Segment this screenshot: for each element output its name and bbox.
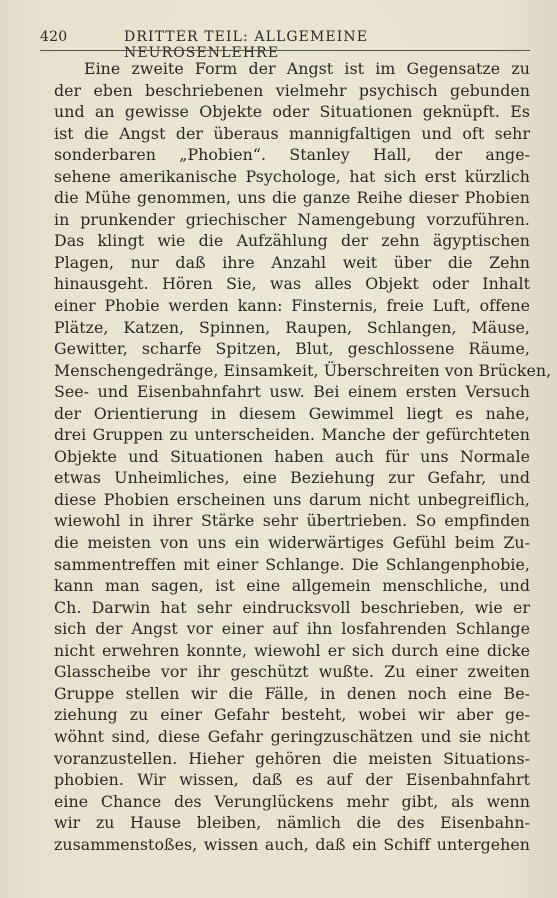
- page-header: [40, 29, 528, 61]
- text-line: Objekte und Situationen haben auch für uns Normale: [54, 446, 530, 466]
- body-text: [54, 58, 552, 855]
- running-head: DRITTER TEIL: ALLGEMEINE NEUROSENLEHRE: [124, 29, 369, 61]
- text-line: Gruppe stellen wir die Fälle, in denen noch eine Be-: [54, 683, 530, 703]
- text-line: phobien. Wir wissen, daß es auf der Eisenbahnfahrt: [54, 770, 530, 790]
- text-line: Gewitter, scharfe Spitzen, Blut, geschlossene Räume,: [54, 339, 530, 359]
- text-line: drei Gruppen zu unterscheiden. Manche der gefürchteten: [54, 425, 530, 445]
- text-line: Ch. Darwin hat sehr eindrucksvoll beschrieben, wie er: [54, 597, 530, 617]
- text-line: Plagen, nur daß ihre Anzahl weit über die Zehn: [54, 252, 530, 272]
- text-line: zusammenstoßes, wissen auch, daß ein Schiff untergehen: [54, 834, 530, 854]
- text-line: ziehung zu einer Gefahr besteht, wobei wir aber ge-: [54, 705, 530, 725]
- text-line: Glasscheibe vor ihr geschützt wußte. Zu einer zweiten: [54, 662, 530, 682]
- text-line: etwas Unheimliches, eine Beziehung zur Gefahr, und: [54, 468, 530, 488]
- text-line: die Mühe genommen, uns die ganze Reihe dieser Phobien: [54, 188, 530, 208]
- text-line: sonderbaren „Phobien“. Stanley Hall, der ange-: [54, 145, 530, 165]
- text-line: Eine zweite Form der Angst ist im Gegensatze zu: [84, 59, 530, 78]
- text-line: die meisten von uns ein widerwärtiges Gefühl beim Zu-: [54, 533, 530, 553]
- header-rule: [40, 50, 530, 51]
- text-line: hinausgeht. Hören Sie, was alles Objekt oder Inhalt: [54, 274, 530, 294]
- text-line: Menschengedränge, Einsamkeit, Überschreiten von Brücken,: [54, 360, 552, 380]
- text-line: einer Phobie werden kann: Finsternis, freie Luft, offene: [54, 296, 530, 316]
- text-line: wiewohl in ihrer Stärke sehr übertrieben. So empfinden: [54, 511, 530, 531]
- text-line: voranzustellen. Hieher gehören die meisten Situations-: [54, 748, 530, 768]
- text-line: eine Chance des Verunglückens mehr gibt, als wenn: [54, 791, 530, 811]
- text-line: See- und Eisenbahnfahrt usw. Bei einem ersten Versuch: [54, 382, 530, 402]
- text-line: Plätze, Katzen, Spinnen, Raupen, Schlangen, Mäuse,: [54, 317, 530, 337]
- text-line: sammentreffen mit einer Schlange. Die Schlangenphobie,: [54, 554, 530, 574]
- text-line: diese Phobien erscheinen uns darum nicht unbegreiflich,: [54, 489, 530, 509]
- text-line: wir zu Hause bleiben, nämlich die des Eisenbahn-: [54, 813, 530, 833]
- text-line: der Orientierung in diesem Gewimmel liegt es nahe,: [54, 403, 530, 423]
- text-line: der eben beschriebenen vielmehr psychisch gebunden: [54, 80, 530, 100]
- text-line: wöhnt sind, diese Gefahr geringzuschätzen und sie nicht: [54, 726, 530, 746]
- text-line: kann man sagen, ist eine allgemein menschliche, und: [54, 576, 530, 596]
- text-line: Das klingt wie die Aufzählung der zehn ägyptischen: [54, 231, 530, 251]
- text-line: in prunkender griechischer Namengebung vorzuführen.: [54, 209, 530, 229]
- text-line: sehene amerikanische Psychologe, hat sich erst kürzlich: [54, 166, 530, 186]
- text-line: ist die Angst der überaus mannigfaltigen und oft sehr: [54, 123, 530, 143]
- page-number: 420: [40, 29, 68, 45]
- text-line: sich der Angst vor einer auf ihn losfahrenden Schlange: [54, 619, 530, 639]
- text-line: nicht erwehren konnte, wiewohl er sich durch eine dicke: [54, 640, 530, 660]
- text-line: und an gewisse Objekte oder Situationen geknüpft. Es: [54, 102, 530, 122]
